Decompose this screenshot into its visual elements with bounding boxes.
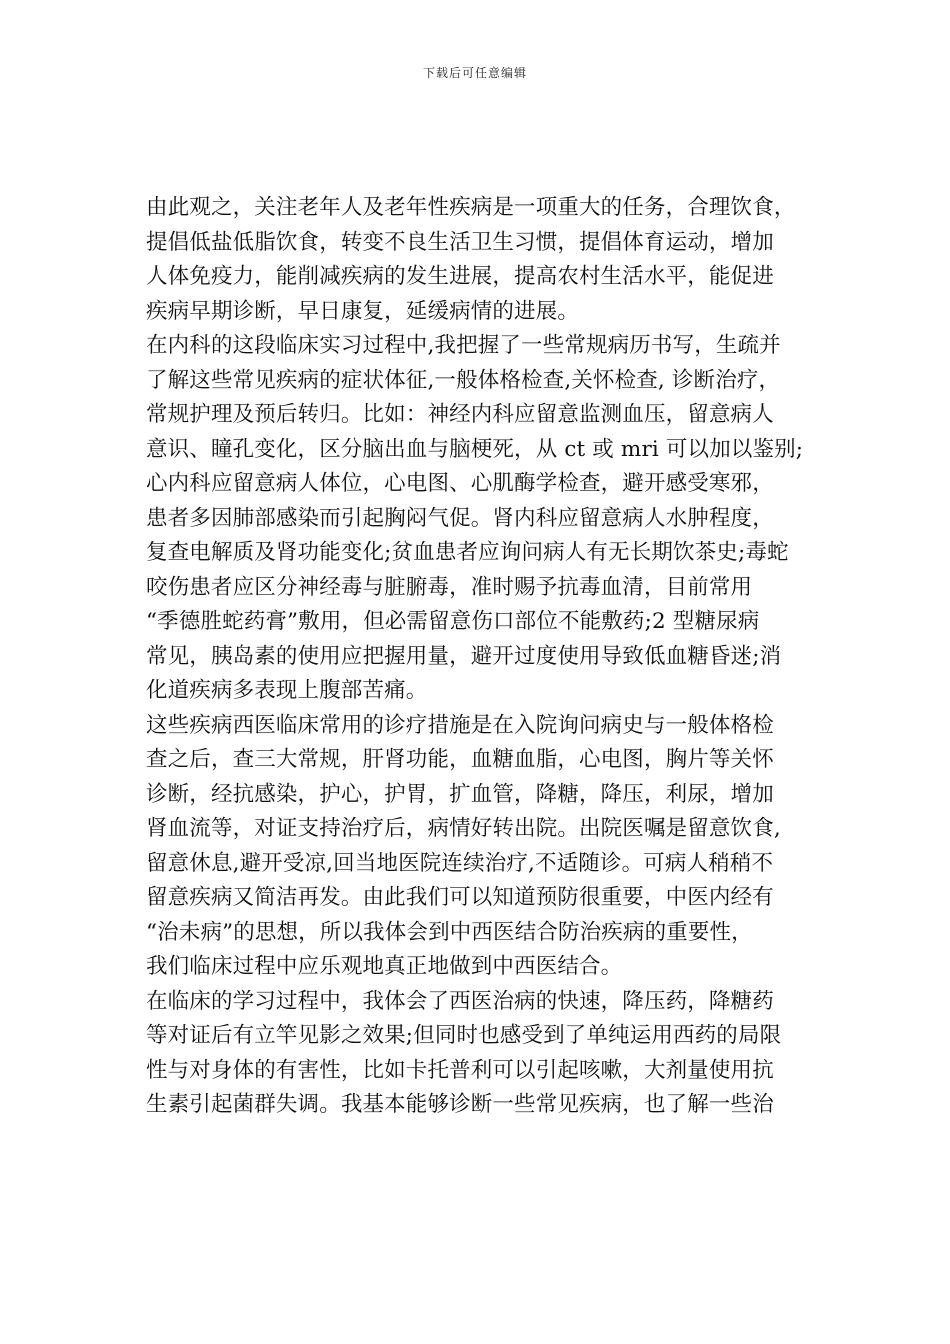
text-line: 由此观之，关注老年人及老年性疾病是一项重大的任务，合理饮食， [146,195,796,220]
text-line: 患者多因肺部感染而引起胸闷气促。肾内科应留意病人水肿程度， [146,505,774,531]
text-line: 心内科应留意病人体位，心电图、心肌酶学检查，避开感受寒邪， [146,471,774,496]
text-line: 等对证后有立竿见影之效果;但同时也感受到了单纯运用西药的局限 [146,1023,782,1048]
text-line: 这些疾病西医临床常用的诊疗措施是在入院询问病史与一般体格检 [146,712,774,738]
text-line: 意识、瞳孔变化，区分脑出血与脑梗死，从 ct 或 mri 可以加以鉴别; [146,436,804,462]
text-line: 人体免疫力，能削减疾病的发生进展，提高农村生活水平，能促进 [146,264,774,289]
text-line: 在临床的学习过程中，我体会了西医治病的快速，降压药，降糖药 [146,988,774,1014]
text-line: 复查电解质及肾功能变化;贫血患者应询问病人有无长期饮茶史;毒蛇 [146,540,789,565]
text-line: 留意疾病又简洁再发。由此我们可以知道预防很重要，中医内经有 [146,885,774,910]
text-line: 提倡低盐低脂饮食，转变不良生活卫生习惯，提倡体育运动，增加 [146,229,774,255]
text-line: 了解这些常见疾病的症状体征,一般体格检查,关怀检查, 诊断治疗， [146,367,781,393]
text-line: 疾病早期诊断，早日康复，延缓病情的进展。 [146,298,580,324]
text-line: “治未病”的思想，所以我体会到中西医结合防治疾病的重要性， [146,919,753,945]
text-line: 化道疾病多表现上腹部苦痛。 [146,678,428,703]
text-line: 查之后，查三大常规，肝肾功能，血糖血脂，心电图，胸片等关怀 [146,747,774,772]
text-line: 肾血流等，对证支持治疗后，病情好转出院。出院医嘱是留意饮食, [146,816,781,841]
text-line: 诊断，经抗感染，护心，护胃，扩血管，降糖，降压，利尿，增加 [146,781,774,807]
header-note: 下载后可任意编辑 [422,66,527,80]
text-line: 常见，胰岛素的使用应把握用量，避开过度使用导致低血糖昏迷;消 [146,643,782,669]
text-line: 生素引起菌群失调。我基本能够诊断一些常见疾病，也了解一些治 [146,1092,774,1117]
text-line: 性与对身体的有害性，比如卡托普利可以引起咳嗽，大剂量使用抗 [146,1057,774,1083]
text-line: “季德胜蛇药膏”敷用，但必需留意伤口部位不能敷药;2 型糖尿病 [146,609,760,634]
text-line: 留意休息,避开受凉,回当地医院连续治疗,不适随诊。可病人稍稍不 [146,850,774,876]
document-body [146,191,822,1123]
text-line: 我们临床过程中应乐观地真正地做到中西医结合。 [146,954,623,979]
text-line: 咬伤患者应区分神经毒与脏腑毒，准时赐予抗毒血清，目前常用 [146,574,753,600]
text-line: 常规护理及预后转归。比如：神经内科应留意监测血压，留意病人 [146,402,774,427]
text-line: 在内科的这段临床实习过程中,我把握了一些常规病历书写，生疏并 [146,333,781,358]
